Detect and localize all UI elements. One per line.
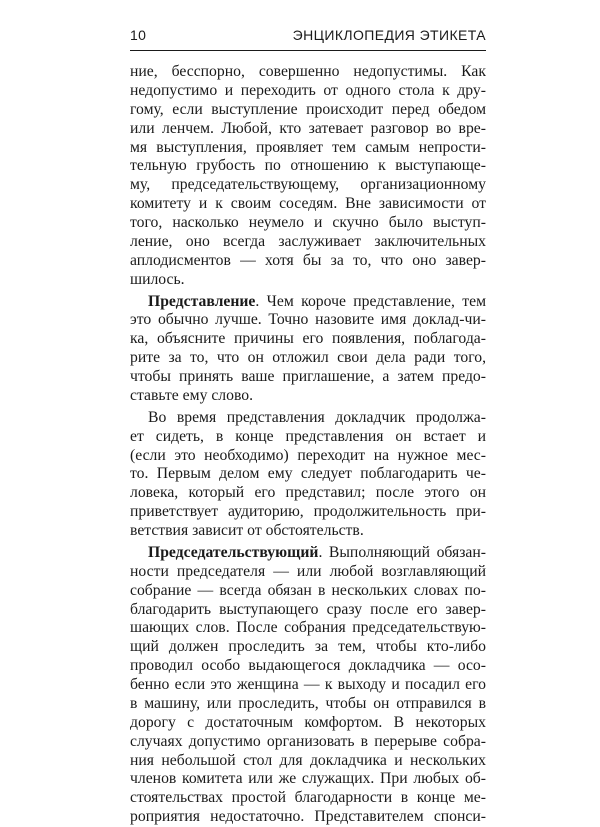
- header-rule: [130, 50, 486, 51]
- text-line: ка, объясните причины его появления, поблагода-: [130, 330, 486, 348]
- text-line: Во время представления докладчик продолжа-: [148, 408, 486, 426]
- text-line: в машину, или проследить, чтобы он отправился в: [130, 694, 486, 712]
- text-line: случаях допустимо организовать в перерыве собра-: [130, 732, 486, 750]
- text-line: ности председателя — или любой возглавляющий: [130, 562, 486, 580]
- page-number: 10: [130, 27, 147, 43]
- paragraph-introduction: [130, 293, 486, 406]
- body-text: [130, 63, 486, 827]
- text-line: собрание — всегда обязан в нескольких словах по-: [130, 581, 486, 599]
- text-line: гому, если выступление происходит перед обедом: [130, 100, 486, 118]
- book-title: ЭНЦИКЛОПЕДИЯ ЭТИКЕТА: [292, 27, 486, 43]
- text-line: членов комитета или же служащих. При любых об-: [130, 770, 486, 788]
- text-line: [130, 544, 486, 563]
- text-line: приветствует аудиторию, продолжительность при-: [130, 503, 486, 521]
- text-line: ние, бесспорно, совершенно недопустимы. Как: [130, 63, 486, 80]
- text-line: мя выступления, проявляет тем самым непрости-: [130, 138, 486, 156]
- paragraph-term: Председательствующий: [148, 543, 319, 561]
- paragraph-chairman: [130, 544, 486, 827]
- text-line: то. Первым делом ему следует поблагодарить че-: [130, 465, 486, 483]
- text-line: чтобы принять ваше приглашение, а затем предо-: [130, 368, 486, 385]
- text-line: ставьте ему слово.: [130, 386, 254, 404]
- text-line: стоятельствах простой благодарности в конце ме-: [130, 789, 486, 807]
- running-head: [130, 27, 486, 49]
- text-line: тельную грубость по отношению к выступающе-: [130, 157, 486, 175]
- text-line: шающих слов. После собрания председательствую-: [130, 619, 486, 637]
- text-line: или ленчем. Любой, кто затевает разговор во вре-: [130, 119, 486, 137]
- text-line: роприятия недостаточно. Представителем спонси-: [130, 808, 486, 826]
- text-line: рите за то, что он отложил свои дела ради того,: [130, 349, 486, 367]
- text-line: ния небольшой стол для докладчика и нескольких: [130, 751, 486, 769]
- text-line: щий должен проследить за тем, чтобы кто-либо: [130, 638, 486, 656]
- text-line: недопустимо и переходить от одного стола к дру-: [130, 81, 486, 99]
- text-line: [130, 293, 486, 312]
- text-line: благодарить выступающего сразу после его завер-: [130, 600, 486, 618]
- text-line: ветствия зависит от обстоятельств.: [130, 522, 364, 539]
- text-line: ет сидеть, в конце представления он встает и: [130, 427, 486, 445]
- text-line: комитету и к своим соседям. Вне зависимости от: [130, 195, 486, 213]
- text-line-rest: . Чем короче представление, тем: [255, 292, 486, 310]
- text-line: бенно если это женщина — к выходу и посадил его: [130, 676, 486, 693]
- text-line: проводил особо выдающегося докладчика — осо-: [130, 657, 486, 675]
- text-line: ловека, который его представил; после этого он: [130, 484, 486, 502]
- paragraph-term: Представление: [148, 292, 256, 310]
- text-line: му, председательствующему, организационному: [130, 176, 486, 194]
- text-line: шилось.: [130, 270, 185, 288]
- text-line: аплодисментов — хотя бы за то, что оно завер-: [130, 251, 486, 269]
- text-line: того, насколько неумело и скучно было выступ-: [130, 214, 486, 231]
- text-line: это обычно лучше. Точно назовите имя доклад-чи-: [130, 311, 486, 329]
- text-line: ление, оно всегда заслуживает заключительных: [130, 232, 486, 250]
- text-line: дорогу с достаточным комфортом. В некоторых: [130, 713, 486, 731]
- paragraph-speaker: [130, 409, 486, 541]
- text-line-rest: . Выполняющий обязан-: [318, 543, 486, 561]
- paragraph-continued: [130, 63, 486, 290]
- text-line: (если это необходимо) переходит на нужное мес-: [130, 446, 486, 464]
